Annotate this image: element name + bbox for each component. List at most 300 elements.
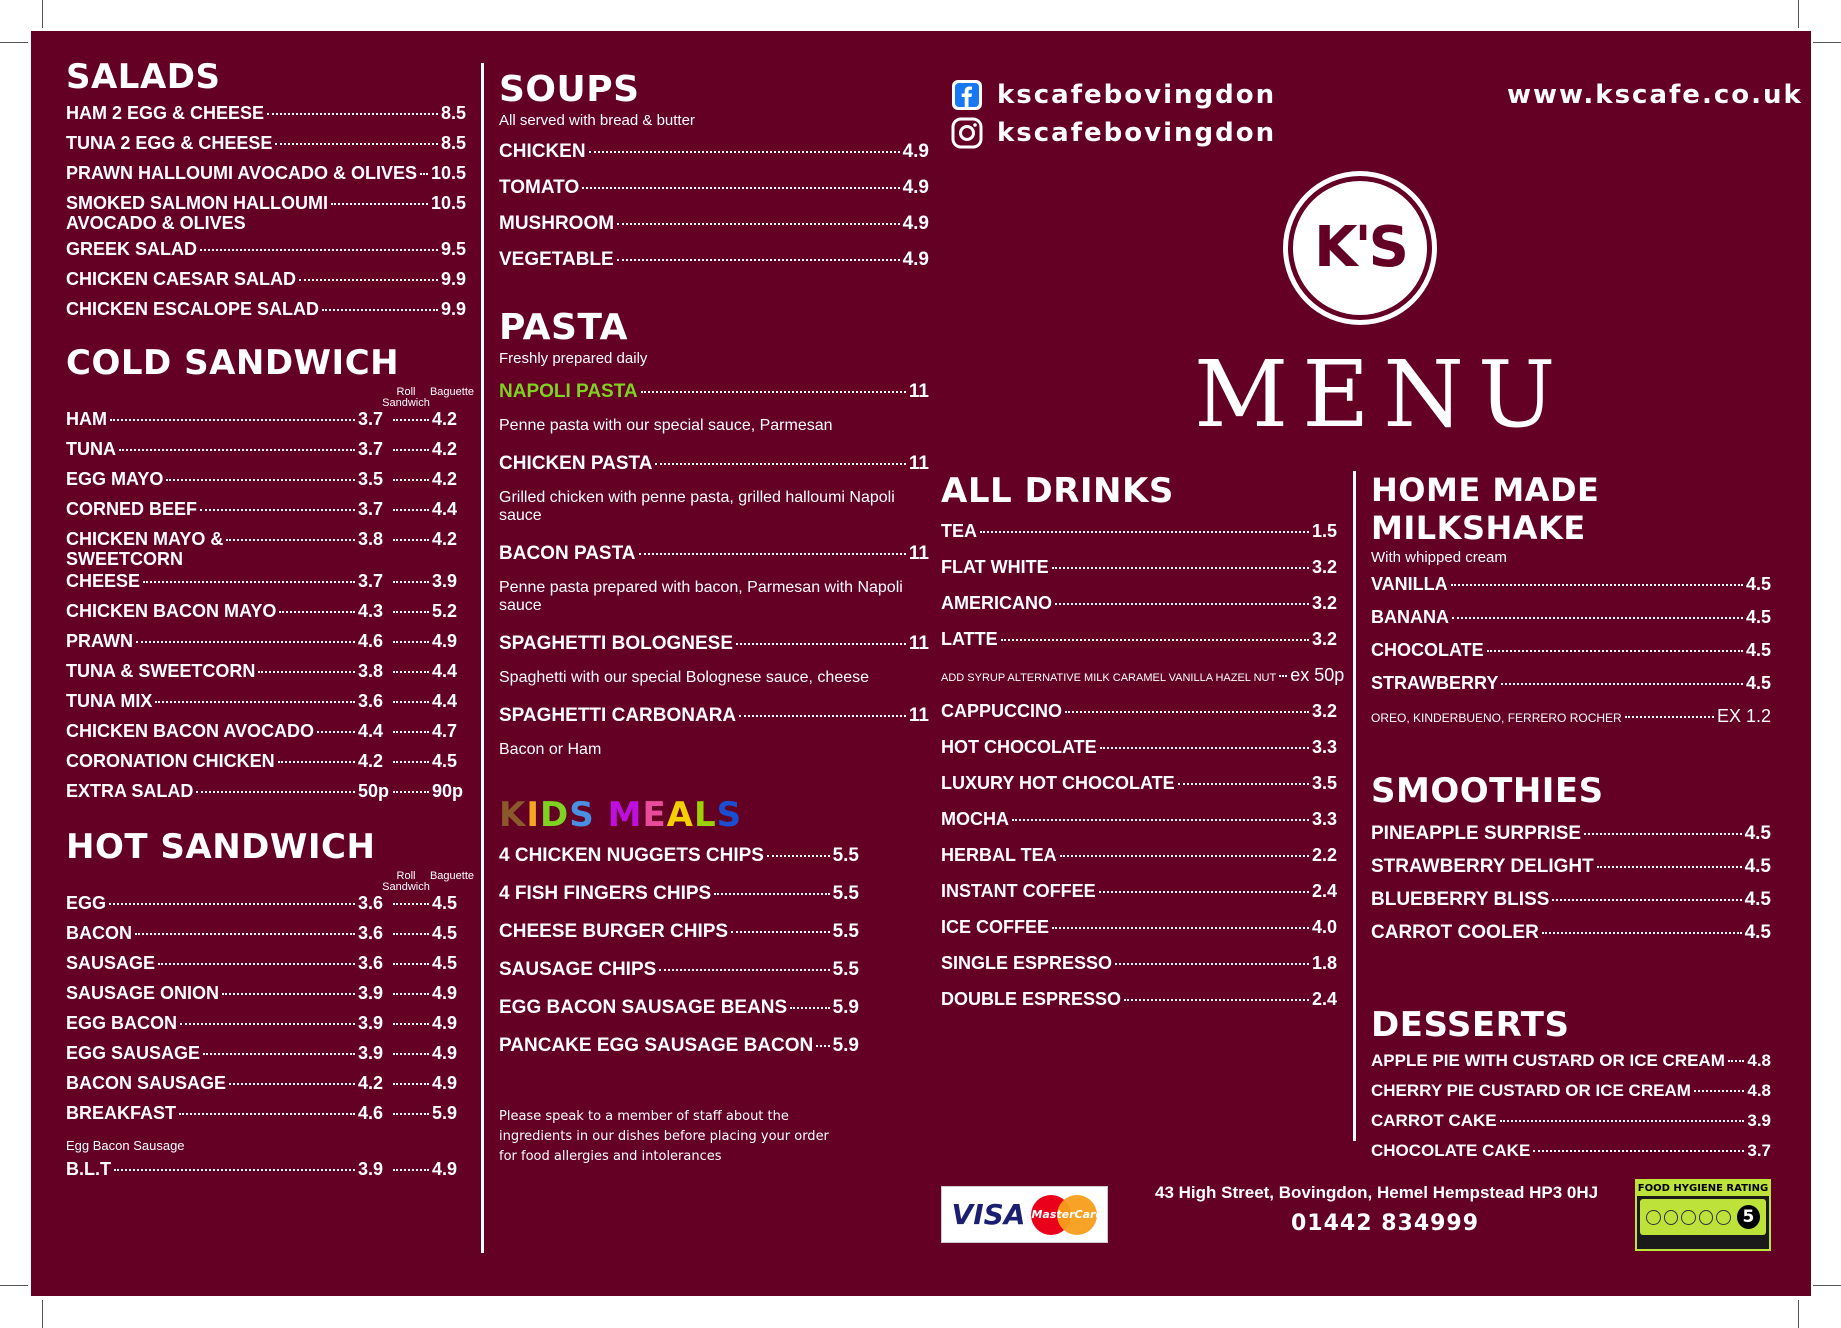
baguette-price: 4.9 [432, 1043, 458, 1063]
crop-mark [0, 42, 28, 43]
roll-price: 3.8 [358, 529, 384, 549]
dot-leader [135, 933, 355, 935]
menu-item [499, 141, 929, 177]
menu-item [941, 593, 1337, 629]
menu-item [941, 521, 1337, 557]
breakfast-note: Egg Bacon Sausage [66, 1138, 185, 1153]
item-name: BREAKFAST [66, 1103, 177, 1123]
item-name: TUNA & SWEETCORN [66, 661, 256, 681]
dot-leader [1694, 1090, 1744, 1092]
dot-leader [155, 701, 355, 703]
item-description: Penne pasta with our special sauce, Parmesan [499, 417, 833, 434]
item-price: 4.5 [1744, 922, 1771, 943]
dot-leader [1052, 927, 1309, 929]
item-name-cont: SWEETCORN [66, 549, 183, 569]
instagram-link[interactable] [951, 114, 1276, 152]
menu-item [66, 601, 466, 631]
item-name: MOCHA [941, 809, 1009, 829]
dot-leader [1055, 603, 1309, 605]
baguette-price: 4.5 [432, 751, 458, 771]
dot-leader [393, 509, 429, 511]
item-price: EX 1.2 [1716, 706, 1771, 726]
item-name: GREEK SALAD [66, 239, 198, 259]
dot-leader [736, 643, 906, 645]
kids-title-letter: M [607, 795, 643, 835]
dot-leader [229, 1083, 355, 1085]
item-name: CHEESE [66, 571, 141, 591]
item-price: 11 [908, 705, 929, 726]
soups-subtitle: All served with bread & butter [499, 112, 695, 129]
dot-leader [1728, 1060, 1744, 1062]
dot-leader [393, 479, 429, 481]
payment-cards [941, 1186, 1108, 1243]
menu-item [499, 543, 929, 573]
menu-item [499, 381, 929, 411]
item-price: 5.5 [832, 921, 859, 942]
menu-item [941, 953, 1337, 989]
column-right [1371, 471, 1771, 1171]
menu-item [66, 691, 466, 721]
drinks-list [941, 521, 1345, 1025]
website[interactable]: www.kscafe.co.uk [1507, 80, 1803, 110]
dot-leader [393, 419, 429, 421]
item-price: 1.5 [1311, 521, 1337, 541]
item-name: ICE COFFEE [941, 917, 1050, 937]
item-name: LATTE [941, 629, 998, 649]
item-name: CHICKEN BACON MAYO [66, 601, 277, 621]
baguette-price: 5.9 [432, 1103, 458, 1123]
item-name: OREO, KINDERBUENO, FERRERO ROCHER [1371, 711, 1622, 725]
dot-leader [317, 731, 355, 733]
item-line [66, 1103, 466, 1133]
dot-leader [1501, 683, 1743, 685]
menu-item [66, 133, 466, 163]
milkshake-subtitle: With whipped cream [1371, 549, 1507, 566]
dot-leader [1100, 747, 1309, 749]
item-price: 11 [908, 381, 929, 402]
item-line [66, 1043, 466, 1073]
item-name: TOMATO [499, 177, 580, 198]
item-name: CHICKEN MAYO & [66, 529, 224, 549]
milkshake-title: HOME MADE MILKSHAKE [1371, 471, 1600, 547]
instagram-handle: kscafebovingdon [997, 118, 1277, 148]
item-name: CHERRY PIE CUSTARD OR ICE CREAM [1371, 1081, 1691, 1100]
dot-leader [258, 671, 355, 673]
baguette-price: 4.2 [432, 469, 458, 489]
kids-title-letter: L [694, 795, 717, 835]
item-price: 9.9 [440, 299, 466, 319]
dot-leader [267, 113, 438, 115]
dot-leader [179, 1113, 355, 1115]
kids-title-letter: S [569, 795, 595, 835]
dot-leader [1500, 1120, 1745, 1122]
kids-meals-list [499, 845, 859, 1073]
item-price: 3.2 [1311, 701, 1337, 721]
menu-item [1371, 1051, 1771, 1081]
dot-leader [1584, 833, 1741, 835]
item-name: CHICKEN CAESAR SALAD [66, 269, 297, 289]
item-line [66, 1013, 466, 1043]
menu-item [1371, 856, 1771, 889]
item-price: 5.5 [832, 959, 859, 980]
dot-leader [393, 761, 429, 763]
dot-leader [180, 1023, 355, 1025]
dot-leader [226, 539, 355, 541]
item-line [66, 601, 466, 631]
cold-sandwich-title: COLD SANDWICH [66, 343, 400, 383]
item-name: CHEESE BURGER CHIPS [499, 921, 729, 942]
item-name: TUNA [66, 439, 116, 459]
item-price: 5.5 [832, 883, 859, 904]
menu-item [1371, 922, 1771, 955]
dot-leader [200, 249, 438, 251]
item-line [66, 409, 466, 439]
dot-leader [393, 671, 429, 673]
dot-leader [1001, 639, 1309, 641]
item-price: 4.5 [1745, 640, 1771, 660]
menu-item [499, 959, 859, 997]
roll-col-header: Roll Sandwich [382, 386, 430, 409]
item-price: 11 [908, 543, 929, 564]
baguette-price: 4.5 [432, 893, 458, 913]
hygiene-scale [1640, 1199, 1766, 1235]
item-line [66, 193, 466, 213]
item-description: Spaghetti with our special Bolognese sauce, cheese [499, 669, 870, 686]
menu-item [66, 103, 466, 133]
hygiene-title: FOOD HYGIENE RATING [1637, 1183, 1769, 1194]
menu-item [66, 439, 466, 469]
dot-leader [731, 931, 829, 933]
item-price: 11 [908, 453, 929, 474]
menu-item [66, 953, 466, 983]
dot-leader [299, 279, 438, 281]
item-name: CHICKEN BACON AVOCADO [66, 721, 315, 741]
roll-price: 3.9 [358, 1159, 384, 1179]
baguette-price: 4.2 [432, 529, 458, 549]
item-price: 4.0 [1311, 917, 1337, 937]
baguette-price: 4.4 [432, 691, 458, 711]
menu-item [66, 469, 466, 499]
item-name: BACON [66, 923, 132, 943]
item-price: 9.9 [440, 269, 466, 289]
roll-price: 3.7 [358, 499, 384, 519]
dot-leader [393, 1113, 429, 1115]
baguette-col-header: Baguette [429, 870, 475, 882]
roll-price: 50p [358, 781, 390, 801]
menu-item [499, 249, 929, 285]
menu-item [66, 1043, 466, 1073]
item-price: 4.5 [1745, 673, 1771, 693]
dot-leader [109, 903, 355, 905]
item-line [66, 983, 466, 1013]
smoothies-title: SMOOTHIES [1371, 771, 1604, 811]
soups-title: SOUPS [499, 69, 640, 110]
item-price: 9.5 [440, 239, 466, 259]
hygiene-dot [1646, 1210, 1661, 1225]
item-line [66, 751, 466, 781]
soups-list [499, 141, 929, 285]
dot-leader [203, 1053, 355, 1055]
facebook-handle: kscafebovingdon [997, 80, 1277, 110]
dot-leader [790, 1007, 829, 1009]
dot-leader [331, 203, 428, 205]
item-price: 1.8 [1311, 953, 1337, 973]
crop-mark [1813, 1285, 1841, 1286]
item-line [66, 721, 466, 751]
dot-leader [136, 641, 355, 643]
crop-mark [1813, 42, 1841, 43]
item-line [66, 1073, 466, 1103]
item-price: 3.3 [1311, 737, 1337, 757]
dot-leader [767, 855, 830, 857]
roll-price: 3.8 [358, 661, 384, 681]
item-name: EGG [66, 893, 107, 913]
item-price: 10.5 [430, 193, 466, 213]
item-price: 4.5 [1744, 823, 1771, 844]
item-name: BACON PASTA [499, 543, 636, 564]
dot-leader [1060, 855, 1309, 857]
dot-leader [166, 479, 355, 481]
baguette-price: 4.9 [432, 1159, 458, 1179]
dot-leader [617, 223, 900, 225]
item-description: Bacon or Ham [499, 741, 602, 758]
item-price: 10.5 [431, 163, 467, 183]
item-price: 3.9 [1747, 1111, 1771, 1130]
kids-title-letter [595, 795, 608, 835]
kids-title-letter: A [666, 795, 694, 835]
allergy-note-line: Please speak to a member of staff about the [499, 1109, 789, 1124]
dot-leader [114, 1169, 355, 1171]
item-name: APPLE PIE WITH CUSTARD OR ICE CREAM [1371, 1051, 1725, 1070]
dot-leader [1124, 999, 1309, 1001]
dot-leader [222, 993, 355, 995]
item-name: 4 CHICKEN NUGGETS CHIPS [499, 845, 764, 866]
dot-leader [1279, 675, 1287, 677]
milkshake-list [1371, 574, 1771, 739]
item-price: 3.3 [1311, 809, 1337, 829]
address: 43 High Street, Bovingdon, Hemel Hempstead HP3 0HJ [1155, 1183, 1599, 1202]
menu-item [66, 983, 466, 1013]
item-description: Grilled chicken with penne pasta, grilled halloumi Napoli sauce [499, 489, 895, 524]
dot-leader [617, 259, 900, 261]
roll-price: 4.3 [358, 601, 384, 621]
menu-item [66, 529, 466, 571]
item-price: 5.9 [832, 997, 859, 1018]
item-price: 4.9 [902, 141, 929, 162]
menu-item [499, 997, 859, 1035]
menu-item [499, 845, 859, 883]
kids-title-letter: E [642, 795, 667, 835]
item-name: NAPOLI PASTA [499, 381, 638, 402]
dot-leader [278, 761, 355, 763]
social-links [951, 76, 1276, 152]
baguette-price: 4.9 [432, 1073, 458, 1093]
menu-item [66, 721, 466, 751]
item-name: STRAWBERRY [1371, 673, 1499, 693]
dot-leader [1178, 783, 1309, 785]
mastercard-logo [1031, 1195, 1104, 1235]
item-name: INSTANT COFFEE [941, 881, 1096, 901]
cold-sandwich-list [66, 409, 466, 811]
item-name: EGG BACON SAUSAGE BEANS [499, 997, 788, 1018]
salads-title: SALADS [66, 57, 221, 97]
hygiene-score: 5 [1737, 1205, 1760, 1229]
divider [481, 63, 484, 1253]
dot-leader [1451, 584, 1743, 586]
roll-price: 3.6 [358, 691, 384, 711]
dot-leader [393, 731, 429, 733]
facebook-link[interactable] [951, 76, 1276, 114]
crop-mark [1798, 1300, 1799, 1328]
facebook-icon [951, 79, 983, 111]
baguette-price: 4.2 [432, 439, 458, 459]
menu-item [941, 809, 1337, 845]
item-price: 4.5 [1745, 574, 1771, 594]
item-line [66, 499, 466, 529]
dot-leader [714, 893, 829, 895]
dot-leader [393, 1169, 429, 1171]
item-price: 2.4 [1311, 989, 1337, 1009]
item-name: PINEAPPLE SURPRISE [1371, 823, 1582, 844]
dot-leader [1065, 711, 1309, 713]
menu-title: MENU [1194, 341, 1570, 448]
item-line [66, 571, 466, 601]
roll-price: 4.4 [358, 721, 384, 741]
roll-price: 3.7 [358, 439, 384, 459]
baguette-price: 4.4 [432, 499, 458, 519]
item-price: 4.9 [902, 177, 929, 198]
dot-leader [393, 791, 429, 793]
item-name: AMERICANO [941, 593, 1052, 613]
menu-item [66, 1159, 466, 1189]
menu-item [66, 299, 466, 329]
hot-sandwich-list [66, 893, 466, 1189]
dot-leader [1533, 1150, 1744, 1152]
column-middle [499, 69, 929, 1167]
item-price: ex 50p [1290, 665, 1345, 685]
dot-leader [110, 419, 355, 421]
menu-item [499, 633, 929, 663]
pasta-subtitle: Freshly prepared daily [499, 350, 648, 367]
item-line [66, 661, 466, 691]
item-name: VANILLA [1371, 574, 1448, 594]
roll-price: 4.2 [358, 1073, 384, 1093]
item-name: CORONATION CHICKEN [66, 751, 275, 771]
item-name: TUNA MIX [66, 691, 153, 711]
mastercard-label: MasterCard [1031, 1207, 1104, 1221]
item-price: 2.4 [1311, 881, 1337, 901]
baguette-col-header: Baguette [429, 386, 475, 398]
menu-item [66, 499, 466, 529]
item-line [66, 691, 466, 721]
item-name: PANCAKE EGG SAUSAGE BACON [499, 1035, 814, 1056]
salads-list [66, 103, 466, 329]
menu-item [499, 177, 929, 213]
dot-leader [393, 1023, 429, 1025]
baguette-price: 5.2 [432, 601, 458, 621]
menu-item [66, 781, 466, 811]
kids-meals-title [499, 795, 929, 835]
dot-leader [420, 173, 428, 175]
item-price: 5.9 [832, 1035, 859, 1056]
dot-leader [393, 1053, 429, 1055]
item-name: SINGLE ESPRESSO [941, 953, 1113, 973]
dot-leader [1052, 567, 1309, 569]
allergy-note-line: for food allergies and intolerances [499, 1149, 722, 1164]
menu-item [66, 1073, 466, 1103]
item-name: PRAWN [66, 631, 133, 651]
item-price: 4.8 [1747, 1051, 1771, 1070]
dot-leader [393, 903, 429, 905]
dot-leader [279, 611, 355, 613]
menu-item [941, 845, 1337, 881]
item-name: CHICKEN PASTA [499, 453, 653, 474]
item-name: SPAGHETTI CARBONARA [499, 705, 737, 726]
item-price: 3.2 [1311, 629, 1337, 649]
baguette-price: 4.9 [432, 631, 458, 651]
desserts-list [1371, 1051, 1771, 1171]
dot-leader [739, 715, 906, 717]
item-line [66, 953, 466, 983]
roll-col-header: Roll Sandwich [382, 870, 430, 893]
menu-item [66, 751, 466, 781]
item-name: FLAT WHITE [941, 557, 1049, 577]
dot-leader [659, 969, 829, 971]
baguette-price: 4.9 [432, 1013, 458, 1033]
item-name: SAUSAGE CHIPS [499, 959, 657, 980]
menu-item [66, 893, 466, 923]
menu-item [66, 571, 466, 601]
item-description: Penne pasta prepared with bacon, Parmesan with Napoli sauce [499, 579, 903, 614]
item-name-cont: AVOCADO & OLIVES [66, 213, 246, 233]
menu-item [1371, 574, 1771, 607]
dot-leader [1099, 891, 1309, 893]
menu-item [66, 923, 466, 953]
smoothies-list [1371, 823, 1771, 955]
item-name: EGG SAUSAGE [66, 1043, 201, 1063]
phone-number[interactable]: 01442 834999 [1291, 1211, 1480, 1236]
menu-item [66, 193, 466, 233]
dot-leader [582, 187, 899, 189]
baguette-price: 4.7 [432, 721, 458, 741]
instagram-icon [951, 117, 983, 149]
menu-item [66, 1103, 466, 1133]
item-price: 2.2 [1311, 845, 1337, 865]
item-name: CARROT COOLER [1371, 922, 1539, 943]
dot-leader [1597, 866, 1742, 868]
item-name: CARROT CAKE [1371, 1111, 1497, 1130]
menu-item [941, 881, 1337, 917]
roll-price: 3.9 [358, 983, 384, 1003]
hygiene-dot [1664, 1210, 1679, 1225]
logo [1283, 171, 1437, 325]
item-price: 11 [908, 633, 929, 654]
item-name: STRAWBERRY DELIGHT [1371, 856, 1594, 877]
roll-price: 3.9 [358, 1013, 384, 1033]
kids-title-letter: K [499, 795, 527, 835]
item-name: CHICKEN ESCALOPE SALAD [66, 299, 320, 319]
dot-leader [1552, 899, 1741, 901]
hygiene-dot [1699, 1210, 1714, 1225]
item-price: 4.5 [1744, 889, 1771, 910]
roll-price: 3.5 [358, 469, 384, 489]
item-price: 3.7 [1747, 1141, 1771, 1160]
menu-item [941, 665, 1345, 701]
dot-leader [393, 963, 429, 965]
menu-item [1371, 640, 1771, 673]
menu-item [1371, 889, 1771, 922]
item-line [66, 893, 466, 923]
